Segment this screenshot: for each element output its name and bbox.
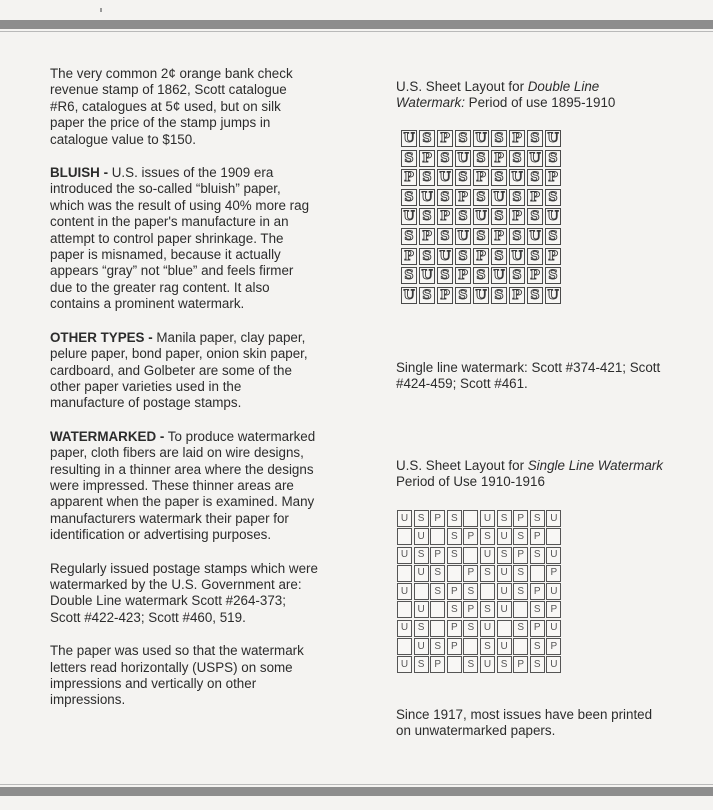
watermark-cell: S <box>414 510 429 527</box>
watermark-cell: U <box>480 547 495 564</box>
watermark-cell: S <box>437 228 453 245</box>
watermark-cell: U <box>414 601 429 618</box>
watermark-cell: U <box>397 547 412 564</box>
double-caption-period: Period of use 1895-1910 <box>464 95 616 111</box>
watermarked-paragraph <box>50 429 318 544</box>
watermark-cell: U <box>401 208 417 225</box>
bottom-border-line <box>0 784 713 785</box>
watermark-cell: S <box>414 620 429 637</box>
watermark-cell: S <box>527 248 543 265</box>
watermark-cell: P <box>491 228 507 245</box>
double-caption-emphasis: Double Line Watermark: <box>396 79 600 111</box>
watermark-cell: S <box>473 189 489 206</box>
grid-row <box>401 169 563 189</box>
grid-row <box>401 150 563 170</box>
grid-row <box>401 267 563 287</box>
other-types-text: Manila paper, clay paper, pelure paper, bond paper, onion skin paper, cardboard, and Golbeter are some of the other paper varieties used in the manufacture of postage stamps. <box>50 329 308 411</box>
watermark-cell: S <box>430 638 445 655</box>
watermark-cell <box>430 528 445 545</box>
watermark-cell: U <box>401 287 417 304</box>
watermark-cell: S <box>530 638 545 655</box>
single-caption-period: Period of Use 1910-1916 <box>396 474 545 490</box>
watermark-cell: S <box>497 656 512 673</box>
grid-row <box>397 528 563 546</box>
watermark-cell: U <box>419 189 435 206</box>
watermark-cell: P <box>513 656 528 673</box>
watermark-cell: S <box>530 601 545 618</box>
watermark-cell: U <box>480 620 495 637</box>
watermark-cell: P <box>545 169 561 186</box>
watermark-cell: P <box>527 189 543 206</box>
watermark-cell: S <box>545 267 561 284</box>
regular-issues-paragraph: Regularly issued postage stamps which were watermarked by the U.S. Government are: Double Line watermark Scott #264-373; Scott #422-423; Scott #460, 519. <box>50 560 318 625</box>
watermark-cell: P <box>473 169 489 186</box>
grid-row <box>401 248 563 268</box>
watermark-cell: U <box>397 583 412 600</box>
watermarked-heading: WATERMARKED - <box>50 428 165 444</box>
watermark-cell: U <box>437 169 453 186</box>
watermark-cell: S <box>480 638 495 655</box>
watermark-cell: S <box>513 620 528 637</box>
watermark-cell: U <box>546 620 561 637</box>
watermark-cell: P <box>509 130 525 147</box>
watermark-cell <box>397 528 412 545</box>
watermark-cell: S <box>414 547 429 564</box>
grid-row <box>401 189 563 209</box>
watermark-cell: U <box>546 547 561 564</box>
grid-row <box>397 565 563 583</box>
watermark-cell: U <box>545 287 561 304</box>
grid-row <box>397 510 563 528</box>
watermark-cell: S <box>447 547 462 564</box>
top-border-band <box>0 20 713 29</box>
watermark-cell: P <box>430 547 445 564</box>
watermark-cell: U <box>527 228 543 245</box>
watermark-cell: P <box>463 565 478 582</box>
watermark-cell <box>546 528 561 545</box>
watermark-cell: U <box>473 287 489 304</box>
watermark-cell: S <box>419 169 435 186</box>
watermark-cell: S <box>530 510 545 527</box>
watermark-cell: S <box>463 656 478 673</box>
watermark-cell: S <box>513 583 528 600</box>
intro-paragraph: The very common 2¢ orange bank check revenue stamp of 1862, Scott catalogue #R6, catalogues at 5¢ used, but on silk paper the price of the stamp jumps in catalogue value to $150. <box>50 66 293 147</box>
watermark-cell: U <box>397 620 412 637</box>
watermark-cell <box>447 565 462 582</box>
watermark-cell: S <box>509 228 525 245</box>
orientation-paragraph: The paper was used so that the watermark letters read horizontally (USPS) on some impressions and vertically on other impressions. <box>50 643 304 708</box>
watermark-cell: S <box>447 510 462 527</box>
watermark-cell: U <box>473 130 489 147</box>
watermark-cell <box>414 583 429 600</box>
watermark-cell: P <box>473 248 489 265</box>
grid-row <box>401 208 563 228</box>
watermark-cell: U <box>455 150 471 167</box>
watermark-cell: S <box>491 130 507 147</box>
watermark-cell: U <box>497 601 512 618</box>
watermark-cell: U <box>480 656 495 673</box>
watermark-cell: S <box>527 287 543 304</box>
watermark-cell: S <box>480 565 495 582</box>
watermark-cell <box>397 638 412 655</box>
watermark-cell: S <box>447 601 462 618</box>
watermark-cell: P <box>491 150 507 167</box>
single-line-watermark-grid <box>397 510 563 675</box>
watermark-cell: U <box>497 528 512 545</box>
bluish-paragraph <box>50 165 318 313</box>
grid-row <box>401 287 563 307</box>
watermark-cell: P <box>447 620 462 637</box>
watermark-cell: P <box>530 583 545 600</box>
watermark-cell <box>530 565 545 582</box>
double-line-watermark-grid <box>401 130 563 306</box>
watermark-cell: S <box>527 130 543 147</box>
single-line-note <box>396 360 666 393</box>
grid-row <box>397 583 563 601</box>
watermark-cell: S <box>480 528 495 545</box>
watermark-cell: S <box>463 620 478 637</box>
watermark-cell: P <box>419 228 435 245</box>
watermark-cell: U <box>545 130 561 147</box>
watermark-cell: S <box>455 208 471 225</box>
watermark-cell: S <box>473 150 489 167</box>
watermark-cell: U <box>414 528 429 545</box>
grid-row <box>397 656 563 674</box>
watermark-cell: S <box>509 150 525 167</box>
watermark-cell: S <box>401 228 417 245</box>
watermark-cell: P <box>430 510 445 527</box>
watermark-cell: P <box>513 547 528 564</box>
single-line-note-text: Single line watermark: Scott #374-421; Scott #424-459; Scott #461. <box>396 360 661 392</box>
watermark-cell: S <box>530 547 545 564</box>
watermark-cell: S <box>480 601 495 618</box>
watermark-cell: S <box>455 130 471 147</box>
watermark-cell: S <box>401 189 417 206</box>
watermark-cell: U <box>497 583 512 600</box>
double-line-caption <box>396 79 666 112</box>
watermark-cell: S <box>491 287 507 304</box>
watermark-cell: P <box>527 267 543 284</box>
watermark-cell: U <box>419 267 435 284</box>
watermark-cell: S <box>491 169 507 186</box>
grid-row <box>397 620 563 638</box>
top-tick <box>100 8 102 12</box>
watermark-cell: S <box>530 656 545 673</box>
watermark-cell: S <box>419 287 435 304</box>
watermark-cell: S <box>545 228 561 245</box>
watermark-cell: U <box>509 248 525 265</box>
watermark-cell: S <box>419 248 435 265</box>
watermark-cell <box>513 601 528 618</box>
watermark-cell: U <box>473 208 489 225</box>
watermark-cell: S <box>463 583 478 600</box>
watermark-cell: P <box>419 150 435 167</box>
watermark-cell: S <box>401 150 417 167</box>
watermarked-text: To produce watermarked paper, cloth fibers are laid on wire designs, resulting in a thinner area where the designs were impressed. These thinner areas are apparent when the paper is examined. Many manufacturers watermark their paper for identification or advertising purposes. <box>50 428 316 543</box>
watermark-cell: P <box>513 510 528 527</box>
watermark-cell: S <box>437 189 453 206</box>
watermark-cell: U <box>491 189 507 206</box>
watermark-cell: U <box>546 510 561 527</box>
watermark-cell <box>463 638 478 655</box>
watermark-cell: S <box>545 150 561 167</box>
top-border-line <box>0 31 713 32</box>
watermark-cell: S <box>509 189 525 206</box>
watermark-cell: P <box>546 601 561 618</box>
watermark-cell: S <box>437 267 453 284</box>
watermark-cell: P <box>401 248 417 265</box>
watermark-cell: S <box>513 528 528 545</box>
grid-row <box>401 130 563 150</box>
watermark-cell: S <box>497 510 512 527</box>
watermark-cell <box>430 620 445 637</box>
watermark-cell: U <box>546 656 561 673</box>
unwatermarked-note <box>396 707 666 740</box>
single-caption-emphasis: Single Line Watermark <box>527 458 663 473</box>
watermark-cell: P <box>509 208 525 225</box>
watermark-cell: S <box>419 208 435 225</box>
watermark-cell: U <box>414 638 429 655</box>
watermark-cell: P <box>545 248 561 265</box>
watermark-cell: S <box>491 248 507 265</box>
watermark-cell: U <box>546 583 561 600</box>
watermark-cell: U <box>397 510 412 527</box>
watermark-cell: P <box>447 638 462 655</box>
watermark-cell: S <box>414 656 429 673</box>
watermark-cell: S <box>455 169 471 186</box>
bottom-border-band <box>0 787 713 796</box>
watermark-cell <box>480 583 495 600</box>
watermark-cell: U <box>480 510 495 527</box>
watermark-cell: S <box>527 208 543 225</box>
single-caption-lead: U.S. Sheet Layout for <box>396 458 528 473</box>
watermark-cell: U <box>545 208 561 225</box>
grid-row <box>397 601 563 619</box>
watermark-cell: S <box>430 583 445 600</box>
watermark-cell: U <box>491 267 507 284</box>
bluish-text: U.S. issues of the 1909 era introduced the so-called “bluish” paper, which was the result of using 40% more rag content in the paper's manufacture in an attempt to control paper shrinkage. The paper is misnamed, because it actually appears “gray” not “blue” and feels firmer due to the greater rag content. It also contains a prominent watermark. <box>50 165 310 312</box>
other-types-paragraph <box>50 330 318 412</box>
watermark-cell <box>463 510 478 527</box>
watermark-cell: U <box>455 228 471 245</box>
watermark-cell <box>397 601 412 618</box>
grid-row <box>397 547 563 565</box>
other-types-heading: OTHER TYPES - <box>50 329 153 345</box>
watermark-cell: S <box>447 528 462 545</box>
unwatermarked-note-text: Since 1917, most issues have been printed on unwatermarked papers. <box>396 707 653 739</box>
watermark-cell: S <box>509 267 525 284</box>
watermark-cell: P <box>463 601 478 618</box>
watermark-cell: P <box>401 169 417 186</box>
watermark-cell: U <box>414 565 429 582</box>
watermark-cell: P <box>530 528 545 545</box>
watermark-cell: P <box>455 189 471 206</box>
watermark-cell <box>430 601 445 618</box>
watermark-cell: U <box>497 565 512 582</box>
watermark-cell: P <box>463 528 478 545</box>
watermark-cell <box>463 547 478 564</box>
watermark-cell: S <box>437 150 453 167</box>
grid-row <box>401 228 563 248</box>
left-column <box>50 66 318 726</box>
watermark-cell: S <box>473 228 489 245</box>
watermark-cell <box>397 565 412 582</box>
watermark-cell: U <box>509 169 525 186</box>
watermark-cell: S <box>497 547 512 564</box>
grid-row <box>397 638 563 656</box>
watermark-cell: P <box>437 208 453 225</box>
watermark-cell: S <box>419 130 435 147</box>
watermark-cell: P <box>546 638 561 655</box>
watermark-cell: U <box>401 130 417 147</box>
watermark-cell: U <box>527 150 543 167</box>
double-caption-lead: U.S. Sheet Layout for <box>396 79 528 94</box>
single-line-caption <box>396 458 666 491</box>
watermark-cell: S <box>527 169 543 186</box>
watermark-cell: S <box>455 248 471 265</box>
watermark-cell: S <box>401 267 417 284</box>
watermark-cell: P <box>530 620 545 637</box>
watermark-cell <box>497 620 512 637</box>
watermark-cell: S <box>473 267 489 284</box>
watermark-cell: P <box>430 656 445 673</box>
watermark-cell: U <box>437 248 453 265</box>
watermark-cell: P <box>455 267 471 284</box>
watermark-cell: P <box>437 287 453 304</box>
watermark-cell: S <box>545 189 561 206</box>
bluish-heading: BLUISH - <box>50 165 109 181</box>
watermark-cell: S <box>491 208 507 225</box>
watermark-cell: S <box>455 287 471 304</box>
watermark-cell <box>513 638 528 655</box>
watermark-cell: S <box>513 565 528 582</box>
watermark-cell: S <box>430 565 445 582</box>
watermark-cell: U <box>497 638 512 655</box>
watermark-cell <box>447 656 462 673</box>
watermark-cell: P <box>447 583 462 600</box>
watermark-cell: P <box>437 130 453 147</box>
watermark-cell: P <box>509 287 525 304</box>
watermark-cell: P <box>546 565 561 582</box>
watermark-cell: U <box>397 656 412 673</box>
